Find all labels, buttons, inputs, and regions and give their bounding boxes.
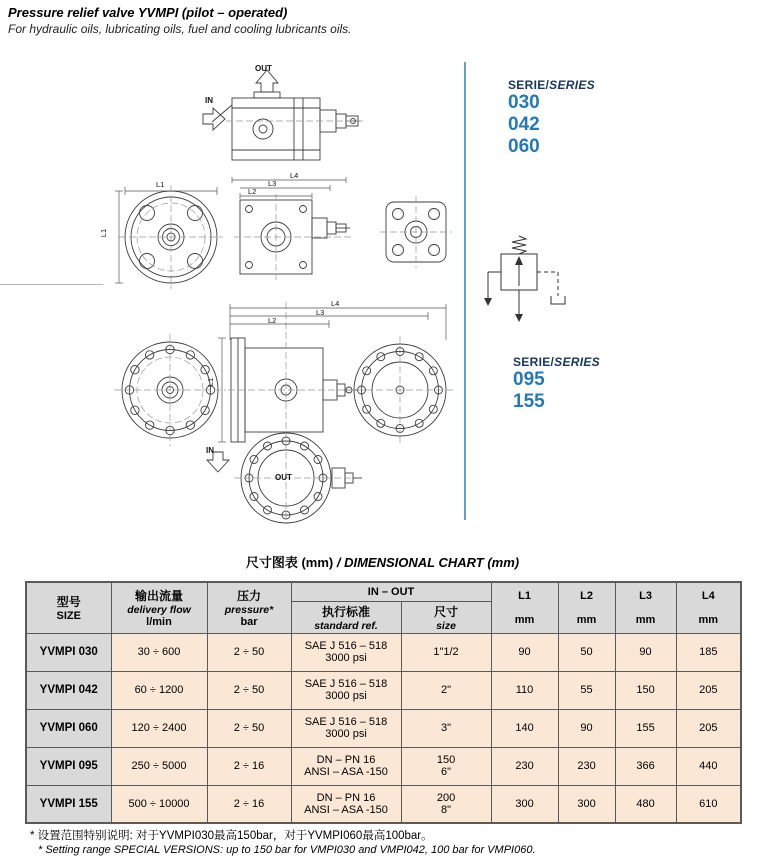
header-model-zh: 型号	[56, 595, 81, 610]
cell-size	[401, 747, 491, 785]
standard-line2: 3000 psi	[325, 690, 367, 702]
series-text: SERIES	[554, 355, 600, 369]
cell-size	[401, 709, 491, 747]
table-row	[26, 709, 741, 747]
dim-l1-vertical-label-2: L1	[206, 377, 216, 387]
cell-l1: 300	[491, 785, 558, 823]
cell-l2: 90	[558, 709, 615, 747]
cell-model: YVMPI 042	[26, 671, 111, 709]
cell-l3: 90	[615, 633, 676, 671]
dim-l3-label-2: L3	[316, 308, 325, 317]
table-row	[26, 633, 741, 671]
cell-size	[401, 671, 491, 709]
cell-standard	[291, 671, 401, 709]
cell-l3: 480	[615, 785, 676, 823]
standard-line1: SAE J 516 – 518	[304, 716, 388, 728]
cell-standard	[291, 633, 401, 671]
serie-text: SERIE/	[508, 78, 550, 92]
cell-standard	[291, 747, 401, 785]
cell-l2: 50	[558, 633, 615, 671]
dim-l2-label-2: L2	[268, 316, 277, 325]
standard-line2: ANSI – ASA -150	[304, 803, 388, 816]
cell-l3: 150	[615, 671, 676, 709]
series-label	[513, 355, 600, 369]
table-row	[26, 785, 741, 823]
cell-flow: 250 ÷ 5000	[111, 747, 207, 785]
chart-title	[0, 552, 765, 571]
cell-flow: 120 ÷ 2400	[111, 709, 207, 747]
series-label	[508, 78, 595, 92]
cell-l2: 300	[558, 785, 615, 823]
header-l2-label: L2	[580, 589, 593, 602]
out-label-bottom: OUT	[275, 473, 292, 482]
header-standard-en: standard ref.	[314, 619, 378, 632]
header-pressure-zh: 压力	[236, 589, 261, 604]
cell-flow: 60 ÷ 1200	[111, 671, 207, 709]
cell-l1: 110	[491, 671, 558, 709]
header-in-out	[291, 582, 491, 601]
header-l3-unit: mm	[635, 613, 656, 626]
header-l3	[615, 582, 676, 633]
series-text: SERIES	[549, 78, 595, 92]
header-size-zh: 尺寸	[434, 604, 459, 619]
header-flow-en: delivery flow	[127, 604, 191, 617]
series-number-060: 060	[508, 136, 540, 157]
size-line1: 200	[436, 791, 456, 804]
dim-l1-label: L1	[156, 180, 165, 189]
cell-flow: 30 ÷ 600	[111, 633, 207, 671]
header-l4	[676, 582, 741, 633]
cell-model: YVMPI 095	[26, 747, 111, 785]
dim-l1-vertical-label: L1	[99, 228, 109, 238]
cell-l4: 205	[676, 709, 741, 747]
standard-line1: DN – PN 16	[316, 791, 376, 804]
cell-model: YVMPI 030	[26, 633, 111, 671]
cell-pressure: 2 ÷ 50	[207, 671, 291, 709]
size-line2: 8"	[440, 803, 452, 816]
size-line1: 150	[436, 754, 456, 766]
cell-pressure: 2 ÷ 16	[207, 747, 291, 785]
centerlines	[114, 121, 454, 524]
header-in-out-label: IN – OUT	[367, 585, 415, 598]
header-l1	[491, 582, 558, 633]
cell-size	[401, 633, 491, 671]
drawing-assembly	[122, 338, 446, 523]
series-number-030: 030	[508, 92, 540, 113]
header-flow-unit: l/min	[146, 616, 172, 629]
header-model-en: SIZE	[56, 610, 81, 623]
header-size-en: size	[436, 619, 456, 632]
size-line1: 2"	[440, 684, 452, 696]
standard-line1: SAE J 516 – 518	[304, 678, 388, 690]
cell-l4: 610	[676, 785, 741, 823]
page-subtitle: For hydraulic oils, lubricating oils, fuel and cooling lubricants oils.	[8, 22, 352, 36]
standard-line1: SAE J 516 – 518	[304, 640, 388, 652]
cell-model: YVMPI 060	[26, 709, 111, 747]
page-title: Pressure relief valve YVMPI (pilot – operated)	[8, 5, 288, 20]
cell-flow: 500 ÷ 10000	[111, 785, 207, 823]
header-flow-zh: 输出流量	[134, 589, 183, 604]
header-l4-label: L4	[701, 589, 715, 602]
dim-l4-label: L4	[290, 171, 299, 180]
dimensional-table	[25, 581, 742, 824]
header-l4-unit: mm	[698, 613, 719, 626]
size-line1: 3"	[440, 722, 452, 734]
in-label-top: IN	[205, 96, 213, 105]
dim-l3-label: L3	[268, 179, 277, 188]
header-standard	[291, 601, 401, 633]
cell-l4: 440	[676, 747, 741, 785]
header-pressure-unit: bar	[240, 616, 258, 629]
cell-l2: 230	[558, 747, 615, 785]
out-label-top: OUT	[255, 64, 272, 73]
cell-l4: 205	[676, 671, 741, 709]
series-number-042: 042	[508, 114, 540, 135]
header-flow	[111, 582, 207, 633]
series-block-1	[508, 78, 595, 158]
series-block-2	[513, 355, 600, 413]
dim-l4-label-2: L4	[331, 299, 340, 308]
header-pressure-en: pressure*	[224, 604, 274, 617]
cell-model: YVMPI 155	[26, 785, 111, 823]
header-size	[401, 601, 491, 633]
standard-line2: 3000 psi	[325, 652, 367, 664]
footnote-chinese: * 设置范围特别说明: 对于YVMPI030最高150bar，对于YVMPI060最高100bar。	[30, 830, 433, 842]
hydraulic-symbol	[484, 236, 565, 322]
header-model	[26, 582, 111, 633]
cell-pressure: 2 ÷ 50	[207, 709, 291, 747]
cell-pressure: 2 ÷ 16	[207, 785, 291, 823]
cell-pressure: 2 ÷ 50	[207, 633, 291, 671]
in-label-bottom: IN	[206, 446, 214, 455]
chart-title-en: / DIMENSIONAL CHART (mm)	[336, 555, 520, 570]
serie-text: SERIE/	[513, 355, 555, 369]
cell-l3: 366	[615, 747, 676, 785]
cell-l4: 185	[676, 633, 741, 671]
technical-drawing	[0, 50, 765, 530]
cell-l1: 230	[491, 747, 558, 785]
header-l3-label: L3	[639, 589, 652, 602]
footnote-english: * Setting range SPECIAL VERSIONS: up to 150 bar for VMPI030 and VMPI042, 100 bar for VMPI060.	[38, 844, 536, 856]
table-row	[26, 747, 741, 785]
drawing-top-view	[203, 70, 360, 160]
header-l2-unit: mm	[576, 613, 597, 626]
series-number-155: 155	[513, 391, 545, 412]
header-l2	[558, 582, 615, 633]
cell-standard	[291, 709, 401, 747]
cell-standard	[291, 785, 401, 823]
dim-l2-label: L2	[248, 187, 257, 196]
size-line1: 1"1/2	[433, 646, 459, 658]
cell-l2: 55	[558, 671, 615, 709]
header-l1-label: L1	[518, 589, 531, 602]
standard-line2: 3000 psi	[325, 728, 367, 740]
standard-line2: ANSI – ASA -150	[304, 766, 388, 778]
cell-size	[401, 785, 491, 823]
cell-l3: 155	[615, 709, 676, 747]
chart-title-zh: 尺寸图表 (mm)	[245, 555, 334, 570]
header-l1-unit: mm	[514, 613, 535, 626]
size-line2: 6"	[440, 766, 452, 778]
header-pressure	[207, 582, 291, 633]
header-standard-zh: 执行标准	[321, 604, 370, 619]
standard-line1: DN – PN 16	[316, 754, 376, 766]
cell-l1: 90	[491, 633, 558, 671]
series-number-095: 095	[513, 369, 545, 390]
cell-l1: 140	[491, 709, 558, 747]
table-row	[26, 671, 741, 709]
